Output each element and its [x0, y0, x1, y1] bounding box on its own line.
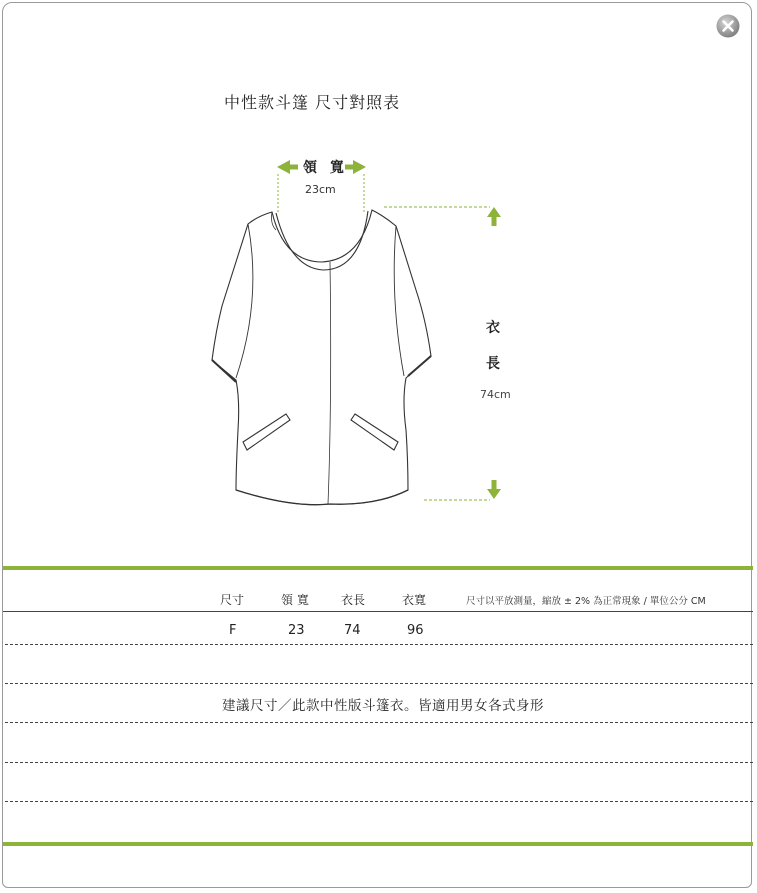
length-value: 74cm	[480, 388, 511, 401]
cell-length: 74	[344, 623, 361, 638]
garment-outline	[212, 210, 431, 505]
row-divider	[5, 722, 753, 723]
size-suggestion: 建議尺寸／此款中性版斗篷衣。皆適用男女各式身形	[222, 698, 544, 714]
header-length: 衣長	[341, 593, 366, 607]
cell-chest-width: 96	[407, 623, 424, 638]
divider-green-bottom	[3, 842, 753, 846]
cell-neck-width: 23	[288, 623, 305, 638]
row-divider	[5, 683, 753, 684]
cell-size: F	[229, 623, 237, 638]
measurement-note: 尺寸以平放測量，縮放 ± 2% 為正常現象 / 單位公分 CM	[466, 596, 706, 607]
page-title: 中性款斗篷 尺寸對照表	[224, 93, 401, 112]
length-label	[486, 310, 502, 382]
row-divider	[5, 801, 753, 802]
header-divider	[3, 611, 753, 612]
length-label-line2: 長	[486, 356, 500, 372]
neck-width-label: 領 寬	[303, 160, 348, 176]
row-divider	[5, 762, 753, 763]
row-divider	[5, 644, 753, 645]
length-label-line1: 衣	[486, 320, 500, 336]
header-size: 尺寸	[220, 593, 245, 607]
divider-green-top	[3, 566, 753, 570]
header-neck-width: 領 寬	[281, 593, 309, 607]
neck-width-value: 23cm	[305, 183, 336, 196]
header-chest-width: 衣寬	[402, 593, 427, 607]
